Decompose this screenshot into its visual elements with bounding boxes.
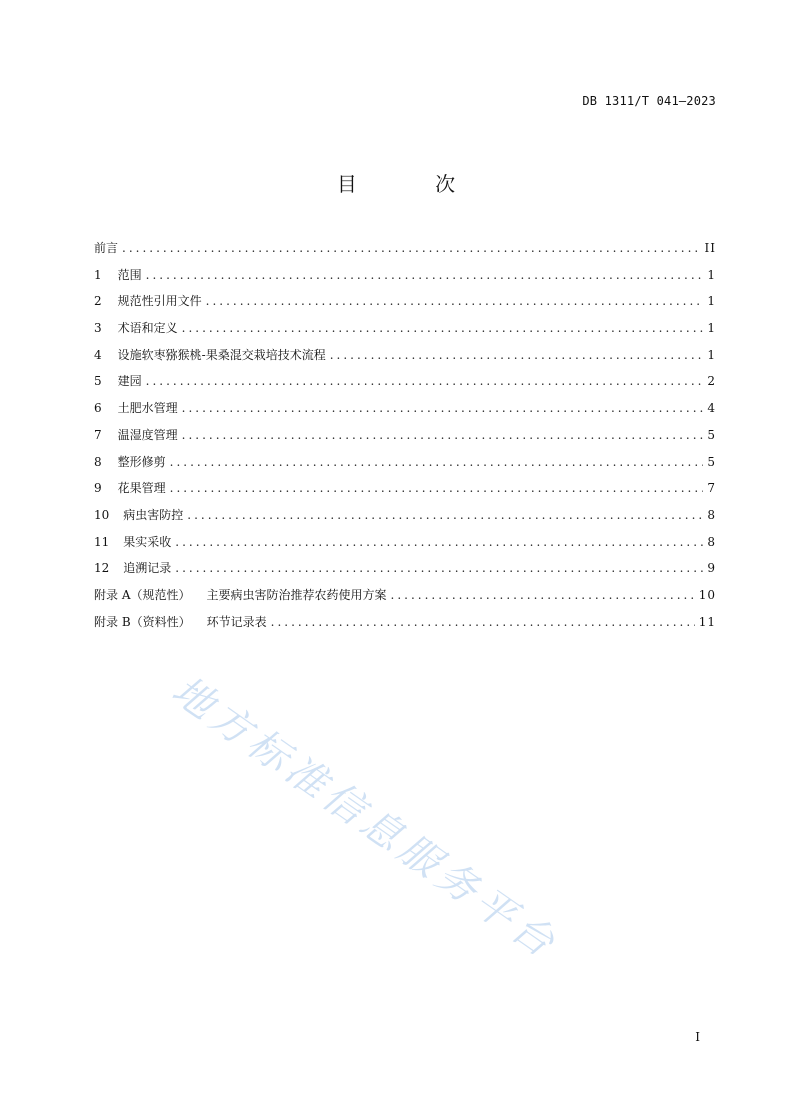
- toc-entry-page: II: [704, 241, 716, 255]
- toc-entry[interactable]: [94, 266, 716, 293]
- toc-entry-label: 花果管理: [117, 481, 166, 496]
- toc-entry-page: 4: [707, 401, 716, 416]
- toc-entry[interactable]: [94, 319, 716, 346]
- toc-entry-number: 5: [94, 374, 102, 389]
- toc-entry-number: 3: [94, 321, 102, 336]
- toc-entry-page: 11: [698, 614, 716, 629]
- toc-entry-number: 附录 B（资料性）: [94, 614, 191, 629]
- toc-leader-dots: [175, 535, 703, 549]
- toc-entry-page: 9: [707, 561, 716, 576]
- toc-entry[interactable]: [94, 506, 716, 533]
- toc-entry-number: 12: [94, 561, 110, 576]
- toc-entry-page: 5: [707, 427, 716, 442]
- toc-entry-page: 1: [707, 267, 716, 282]
- toc-entry[interactable]: [94, 372, 716, 399]
- toc-leader-dots: [146, 268, 704, 282]
- table-of-contents: [94, 239, 716, 639]
- document-code: DB 1311/T 041—2023: [582, 94, 716, 108]
- toc-entry-label: 整形修剪: [117, 454, 166, 469]
- toc-entry-page: 10: [698, 587, 716, 602]
- toc-entry[interactable]: [94, 586, 716, 613]
- toc-entry-page: 1: [707, 294, 716, 309]
- toc-leader-dots: [330, 348, 704, 362]
- toc-entry-label: 温湿度管理: [117, 427, 178, 442]
- toc-entry-number: 9: [94, 481, 102, 496]
- toc-leader-dots: [146, 374, 704, 388]
- toc-entry-number: 4: [94, 347, 102, 362]
- page-number: I: [695, 1030, 700, 1044]
- toc-entry[interactable]: [94, 533, 716, 560]
- toc-title: 目 次: [336, 172, 492, 196]
- toc-entry-label: 规范性引用文件: [117, 294, 202, 309]
- toc-leader-dots: [391, 588, 695, 602]
- toc-entry-page: 1: [707, 321, 716, 336]
- toc-entry-page: 2: [707, 374, 716, 389]
- toc-leader-dots: [175, 561, 703, 575]
- toc-leader-dots: [170, 481, 704, 495]
- toc-entry-label: 术语和定义: [117, 321, 178, 336]
- toc-entry-label: 前言: [94, 241, 119, 255]
- toc-entry[interactable]: [94, 346, 716, 373]
- toc-entry-page: 8: [707, 534, 716, 549]
- toc-entry-number: 8: [94, 454, 102, 469]
- toc-entry-number: 11: [94, 534, 110, 549]
- toc-entry-label: 追溯记录: [123, 561, 172, 576]
- toc-entry-label: 果实采收: [123, 534, 172, 549]
- toc-entry-label: 土肥水管理: [117, 401, 178, 416]
- toc-entry[interactable]: [94, 453, 716, 480]
- toc-entry-label: 主要病虫害防治推荐农药使用方案: [206, 587, 387, 602]
- toc-leader-dots: [182, 401, 704, 415]
- toc-entry-label: 环节记录表: [206, 614, 267, 629]
- toc-entry-page: 7: [707, 481, 716, 496]
- toc-entry-number: 6: [94, 401, 102, 416]
- toc-entry-page: 5: [707, 454, 716, 469]
- toc-leader-dots: [271, 615, 695, 629]
- toc-entry[interactable]: [94, 559, 716, 586]
- toc-entry-number: 10: [94, 507, 110, 522]
- toc-entry-number: 1: [94, 267, 102, 282]
- toc-entry-label: 建园: [117, 374, 142, 389]
- toc-entry[interactable]: [94, 426, 716, 453]
- toc-entry[interactable]: [94, 479, 716, 506]
- toc-entry[interactable]: [94, 613, 716, 640]
- toc-leader-dots: [206, 294, 704, 308]
- toc-entry-label: 病虫害防控: [123, 507, 184, 522]
- toc-entry-number: 7: [94, 427, 102, 442]
- toc-entry-label: 设施软枣猕猴桃-果桑混交栽培技术流程: [117, 347, 326, 362]
- toc-leader-dots: [122, 241, 701, 255]
- toc-entry[interactable]: [94, 292, 716, 319]
- toc-leader-dots: [170, 455, 704, 469]
- toc-entry-number: 附录 A（规范性）: [94, 587, 191, 602]
- toc-entry[interactable]: [94, 239, 716, 266]
- toc-leader-dots: [182, 321, 704, 335]
- watermark: 地方标准信息服务平台: [163, 667, 567, 969]
- toc-entry-label: 范围: [117, 267, 142, 282]
- toc-entry[interactable]: [94, 399, 716, 426]
- toc-leader-dots: [182, 428, 704, 442]
- toc-entry-page: 8: [707, 507, 716, 522]
- toc-leader-dots: [187, 508, 703, 522]
- toc-entry-number: 2: [94, 294, 102, 309]
- toc-entry-page: 1: [707, 347, 716, 362]
